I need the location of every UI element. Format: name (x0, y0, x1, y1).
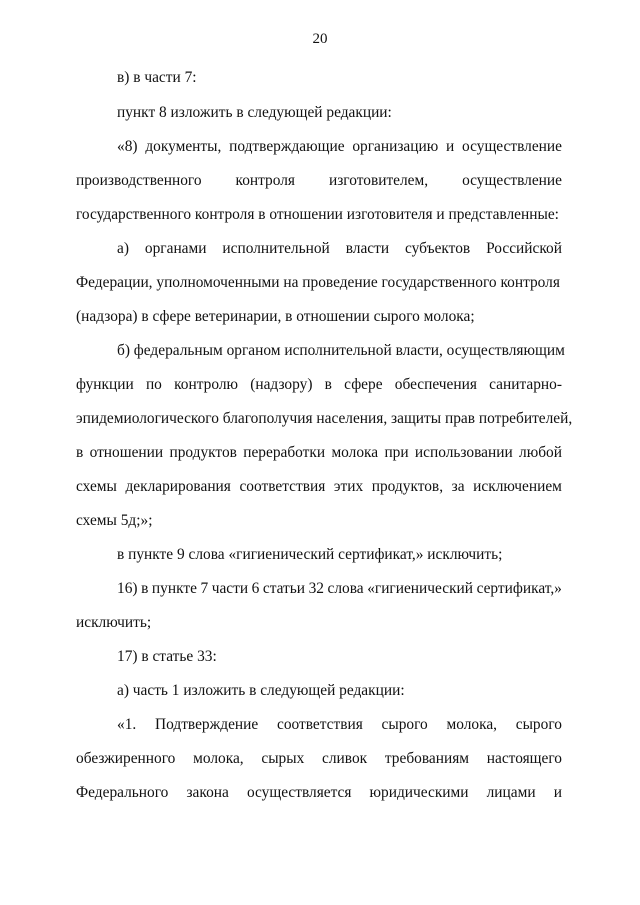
word: использовании (414, 444, 513, 461)
word: закона (186, 784, 229, 801)
word: осуществляется (246, 784, 352, 801)
word: Федерального (76, 784, 169, 801)
word: части (211, 580, 249, 597)
text-line-21 (76, 750, 562, 768)
word: санитарно- (489, 376, 562, 393)
word: и (446, 138, 455, 155)
text-line-22 (76, 784, 562, 802)
word: юридическими (369, 784, 469, 801)
text-line-14: схемы 5д;»; (76, 512, 153, 529)
text-line-11: эпидемиологического благополучия населения, защиты прав потребителей, (76, 410, 573, 427)
word: 6 (251, 580, 260, 597)
word: отношении (89, 444, 164, 461)
text-line-19: а) часть 1 изложить в следующей редакции: (117, 682, 405, 699)
text-line-6 (117, 240, 562, 258)
text-line-8: (надзора) в сфере ветеринарии, в отношении сырого молока; (76, 308, 475, 325)
word: пункте (151, 580, 197, 597)
text-line-7: Федерации, уполномоченными на проведение государственного контроля (76, 274, 560, 291)
word: осуществление (462, 138, 562, 155)
word: молока (331, 444, 379, 461)
text-line-4 (76, 172, 562, 190)
word: обезжиренного (76, 750, 176, 767)
word: подтверждающие (229, 138, 345, 155)
word: и (553, 784, 562, 801)
word: слова (327, 580, 364, 597)
text-line-12 (76, 444, 562, 462)
word: в (141, 580, 149, 597)
word: сертификат,» (476, 580, 562, 597)
word: декларирования (125, 478, 231, 495)
word: этих (333, 478, 364, 495)
word: лицами (486, 784, 536, 801)
word: молока, (446, 716, 498, 733)
word: 16) (117, 580, 138, 597)
page-number: 20 (312, 31, 328, 47)
word: производственного (76, 172, 202, 189)
word: 32 (308, 580, 324, 597)
word: функции (76, 376, 134, 393)
word: в (324, 376, 332, 393)
word: статьи (262, 580, 306, 597)
word: «гигиенический (367, 580, 474, 597)
word: Российской (486, 240, 562, 257)
word: сырых (261, 750, 305, 767)
text-line-15: в пункте 9 слова «гигиенический сертификат,» исключить; (117, 546, 503, 563)
word: обеспечения (394, 376, 477, 393)
word: (надзору) (250, 376, 313, 393)
word: в (76, 444, 84, 461)
text-line-13 (76, 478, 562, 496)
text-line-10 (76, 376, 562, 394)
word: при (384, 444, 409, 461)
word: сфере (344, 376, 383, 393)
word: любой (519, 444, 562, 461)
text-line-18: 17) в статье 33: (117, 648, 217, 665)
word: сырого (381, 716, 428, 733)
word: «1. (117, 716, 137, 733)
text-line-9: б) федеральным органом исполнительной власти, осуществляющим (117, 342, 565, 359)
word: молока, (193, 750, 244, 767)
word: продуктов, (371, 478, 444, 495)
word: переработки (243, 444, 326, 461)
word: контролю (174, 376, 239, 393)
word: соответствия (276, 716, 363, 733)
word: продуктов (169, 444, 237, 461)
word: документы, (145, 138, 222, 155)
word: исключением (473, 478, 562, 495)
word: схемы (76, 478, 117, 495)
text-line-20 (117, 716, 562, 734)
word: власти (345, 240, 390, 257)
word: Подтверждение (155, 716, 259, 733)
word: за (451, 478, 465, 495)
word: сливок (322, 750, 368, 767)
word: настоящего (486, 750, 562, 767)
word: контроля (235, 172, 296, 189)
word: соответствия (239, 478, 326, 495)
word: изготовителем, (328, 172, 429, 189)
text-line-1: в) в части 7: (117, 69, 197, 86)
word: субъектов (405, 240, 471, 257)
text-line-2: пункт 8 изложить в следующей редакции: (117, 104, 392, 121)
text-line-3 (117, 138, 562, 156)
word: требованиям (384, 750, 470, 767)
word: «8) (117, 138, 138, 155)
word: сырого (515, 716, 562, 733)
word: а) (117, 240, 129, 257)
text-line-16 (117, 580, 562, 598)
word: по (145, 376, 162, 393)
word: 7 (200, 580, 209, 597)
text-line-17: исключить; (76, 614, 152, 631)
word: органами (144, 240, 207, 257)
word: организацию (352, 138, 439, 155)
word: осуществление (462, 172, 562, 189)
text-line-5: государственного контроля в отношении изготовителя и представленные: (76, 206, 559, 223)
word: исполнительной (222, 240, 330, 257)
